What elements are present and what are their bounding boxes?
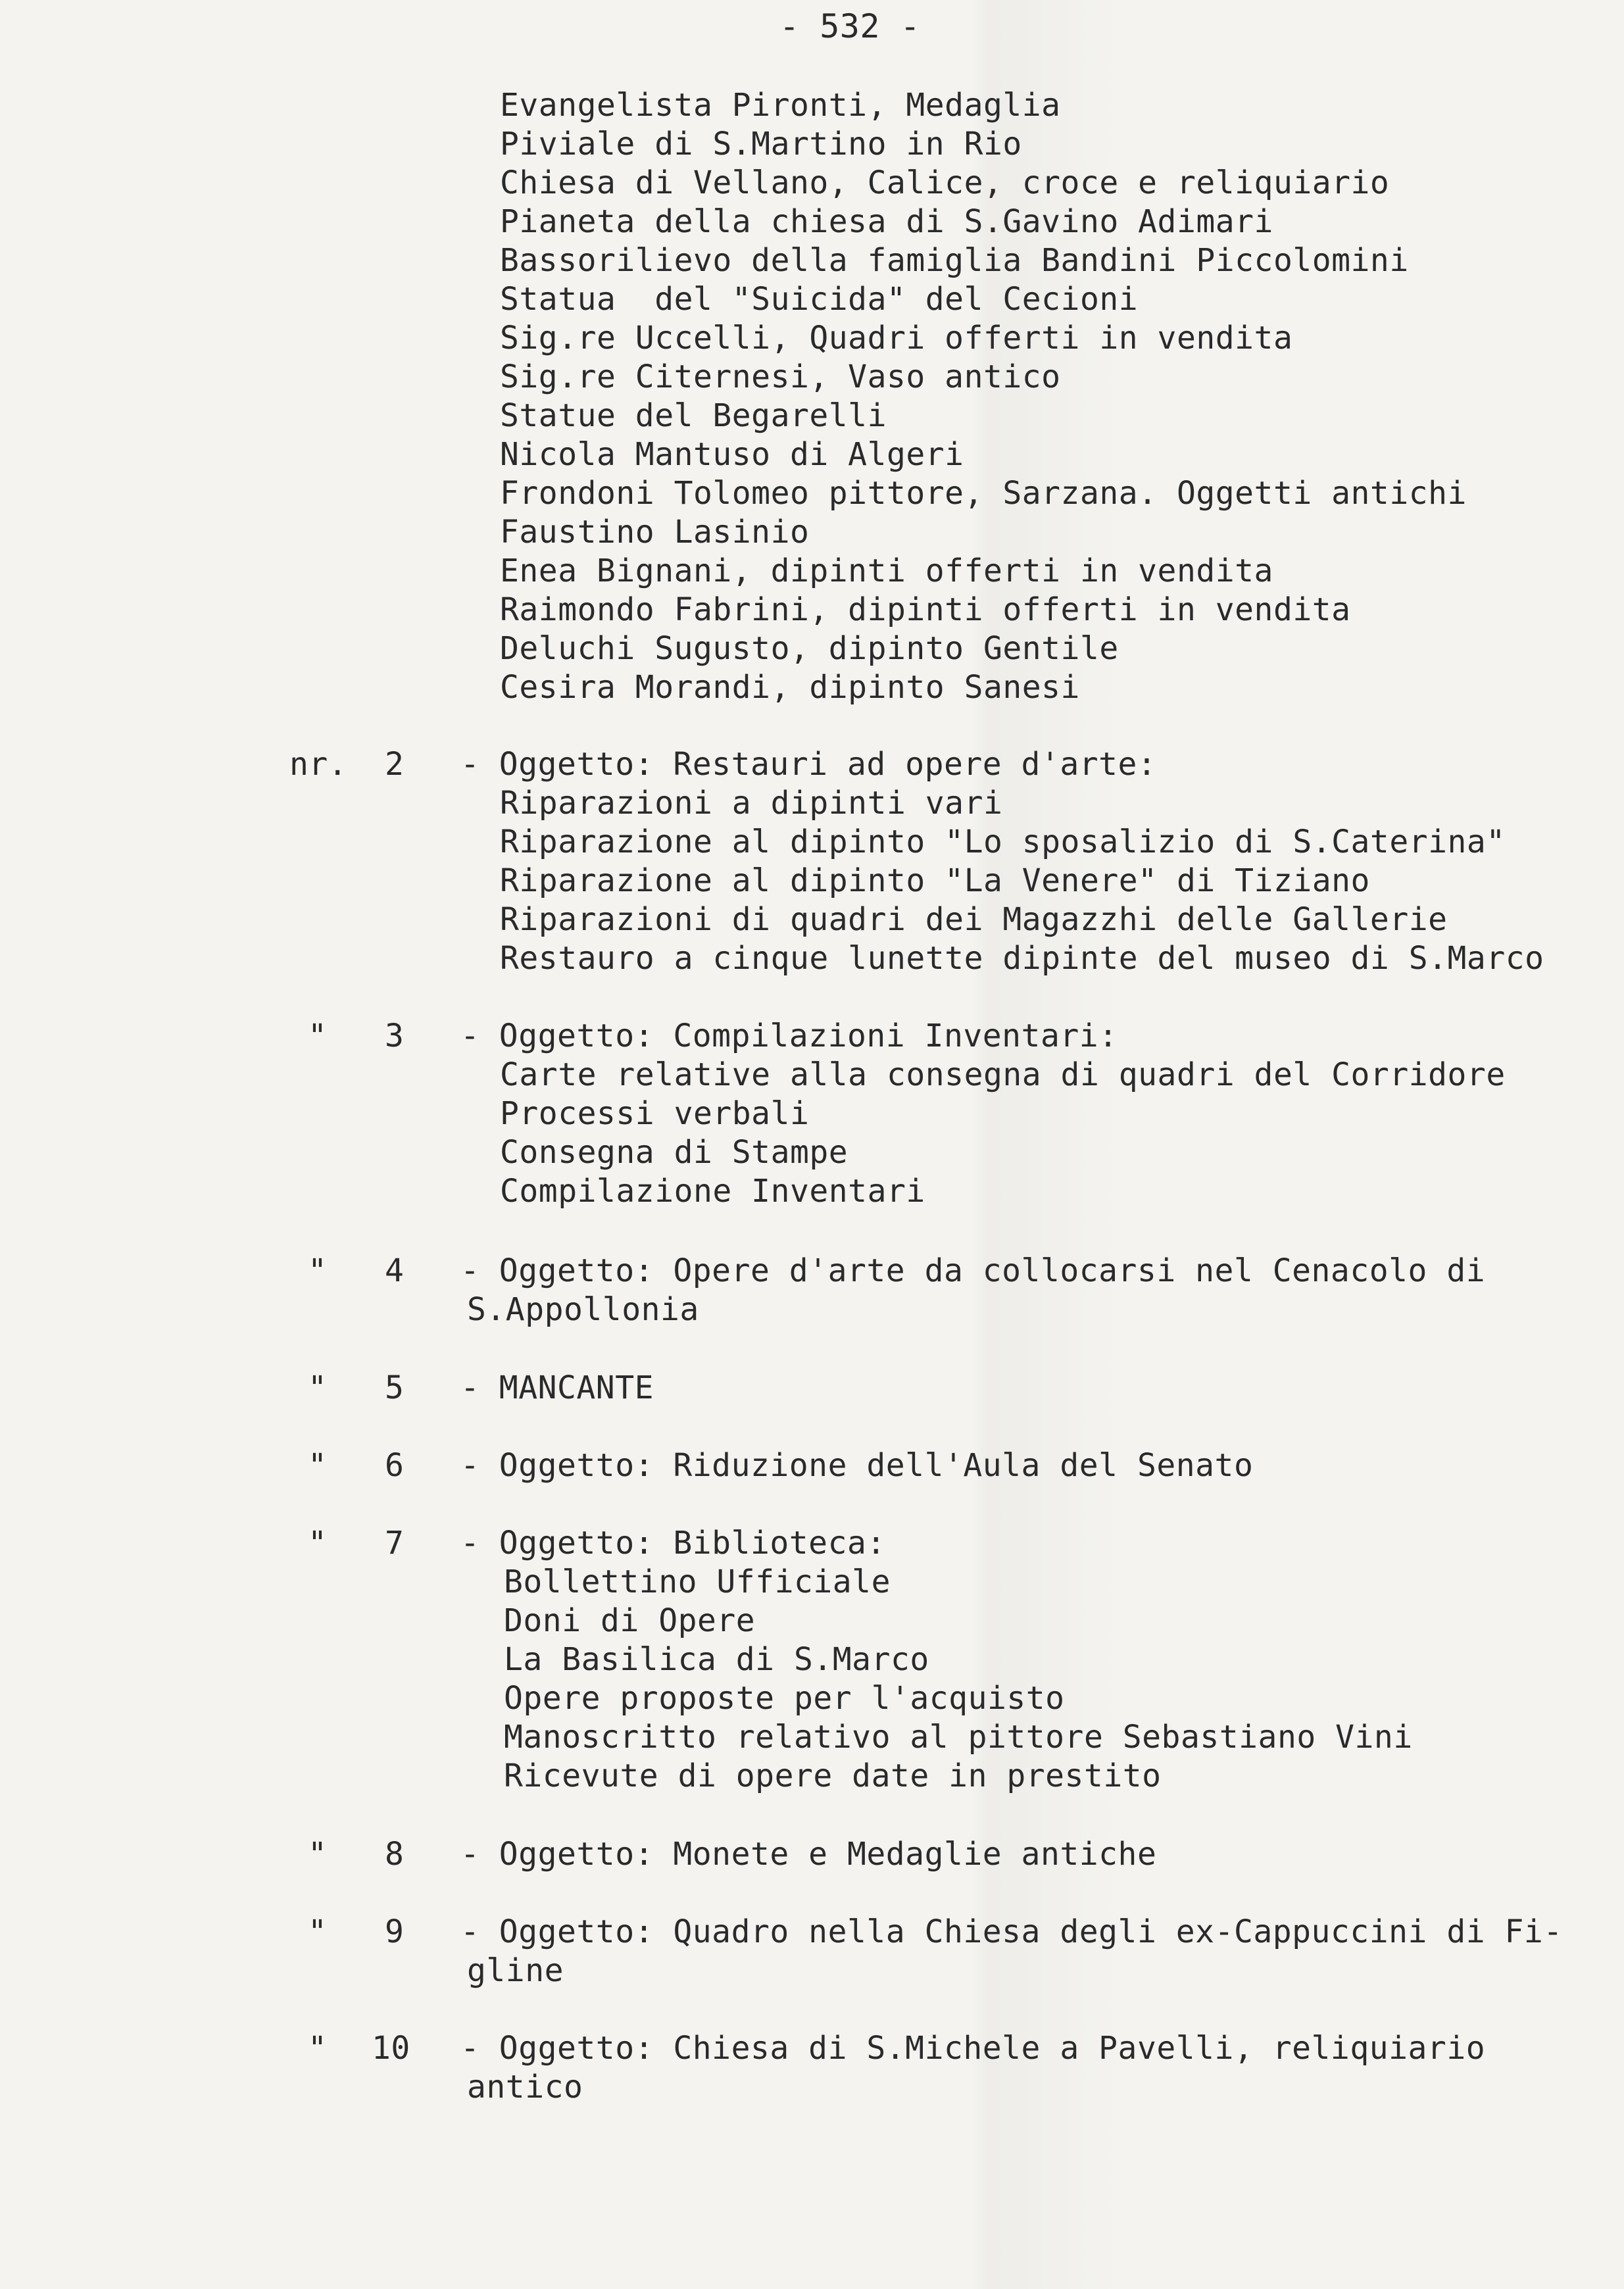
list-item: Nicola Mantuso di Algeri	[500, 436, 964, 473]
ditto-mark: "	[308, 1447, 328, 1484]
list-item: Opere proposte per l'acquisto	[504, 1680, 1065, 1717]
list-item: Carte relative alla consegna di quadri del Corridore	[500, 1056, 1506, 1093]
ditto-mark: "	[308, 1913, 328, 1950]
entry-number: 10	[372, 2030, 410, 2067]
ditto-mark: "	[308, 1836, 328, 1873]
list-item: Deluchi Sugusto, dipinto Gentile	[500, 630, 1119, 667]
list-item: Ricevute di opere date in prestito	[504, 1758, 1162, 1794]
list-item: Chiesa di Vellano, Calice, croce e reliquiario	[500, 164, 1390, 201]
list-item: Riparazione al dipinto "Lo sposalizio di S.Caterina"	[500, 824, 1506, 860]
list-item: Sig.re Uccelli, Quadri offerti in vendita	[500, 320, 1293, 357]
list-item: Restauro a cinque lunette dipinte del museo di S.Marco	[500, 940, 1544, 977]
list-item: Bassorilievo della famiglia Bandini Piccolomini	[500, 242, 1409, 279]
entry-heading: - Oggetto: Opere d'arte da collocarsi nel Cenacolo di	[460, 1252, 1486, 1289]
entry-heading: - Oggetto: Quadro nella Chiesa degli ex-Cappuccini di Fi-	[460, 1913, 1563, 1950]
list-item: Bollettino Ufficiale	[504, 1563, 891, 1600]
entry-heading: - Oggetto: Compilazioni Inventari:	[460, 1018, 1118, 1054]
list-item: Piviale di S.Martino in Rio	[500, 126, 1022, 162]
ditto-mark: "	[308, 1525, 328, 1562]
list-item: Doni di Opere	[504, 1602, 756, 1639]
list-item: Evangelista Pironti, Medaglia	[500, 87, 1061, 124]
entry-number: 5	[385, 1369, 405, 1406]
list-item: Manoscritto relativo al pittore Sebastiano Vini	[504, 1719, 1413, 1756]
entry-number: 4	[385, 1252, 405, 1289]
list-item: Cesira Morandi, dipinto Sanesi	[500, 669, 1080, 706]
entry-number: 7	[385, 1525, 405, 1562]
entry-continuation: antico	[467, 2069, 583, 2105]
entry-number: 8	[385, 1836, 405, 1873]
entry-number: 6	[385, 1447, 405, 1484]
ditto-mark: "	[308, 1252, 328, 1289]
list-item: Faustino Lasinio	[500, 514, 810, 551]
list-item: Processi verbali	[500, 1095, 810, 1132]
entry-heading: - Oggetto: Riduzione dell'Aula del Senato	[460, 1447, 1254, 1484]
entry-heading: - Oggetto: Biblioteca:	[460, 1525, 886, 1562]
entry-heading: - Oggetto: Chiesa di S.Michele a Pavelli, reliquiario	[460, 2030, 1486, 2067]
list-item: Compilazione Inventari	[500, 1173, 925, 1210]
ditto-mark: "	[308, 1018, 328, 1054]
entry-heading: - Oggetto: Restauri ad opere d'arte:	[460, 746, 1157, 783]
list-item: Raimondo Fabrini, dipinti offerti in vendita	[500, 591, 1351, 628]
entry-number: 3	[385, 1018, 405, 1054]
page-number: - 532 -	[779, 7, 921, 45]
list-item: Riparazioni a dipinti vari	[500, 785, 1003, 822]
list-item: Frondoni Tolomeo pittore, Sarzana. Oggetti antichi	[500, 475, 1467, 512]
entry-prefix: nr.	[289, 746, 348, 783]
ditto-mark: "	[308, 2030, 328, 2067]
list-item: Pianeta della chiesa di S.Gavino Adimari	[500, 203, 1273, 240]
list-item: Consegna di Stampe	[500, 1134, 849, 1171]
list-item: Statue del Begarelli	[500, 397, 887, 434]
list-item: Statua del "Suicida" del Cecioni	[500, 281, 1139, 318]
list-item: Riparazioni di quadri dei Magazzhi delle Gallerie	[500, 901, 1448, 938]
list-item: Enea Bignani, dipinti offerti in vendita	[500, 553, 1273, 589]
list-item: Sig.re Citernesi, Vaso antico	[500, 358, 1061, 395]
ditto-mark: "	[308, 1369, 328, 1406]
entry-continuation: S.Appollonia	[467, 1291, 699, 1328]
entry-heading: - MANCANTE	[460, 1369, 654, 1406]
entry-number: 2	[385, 746, 405, 783]
entry-heading: - Oggetto: Monete e Medaglie antiche	[460, 1836, 1157, 1873]
list-item: La Basilica di S.Marco	[504, 1641, 929, 1678]
entry-continuation: gline	[467, 1952, 564, 1989]
list-item: Riparazione al dipinto "La Venere" di Tiziano	[500, 862, 1370, 899]
entry-number: 9	[385, 1913, 405, 1950]
